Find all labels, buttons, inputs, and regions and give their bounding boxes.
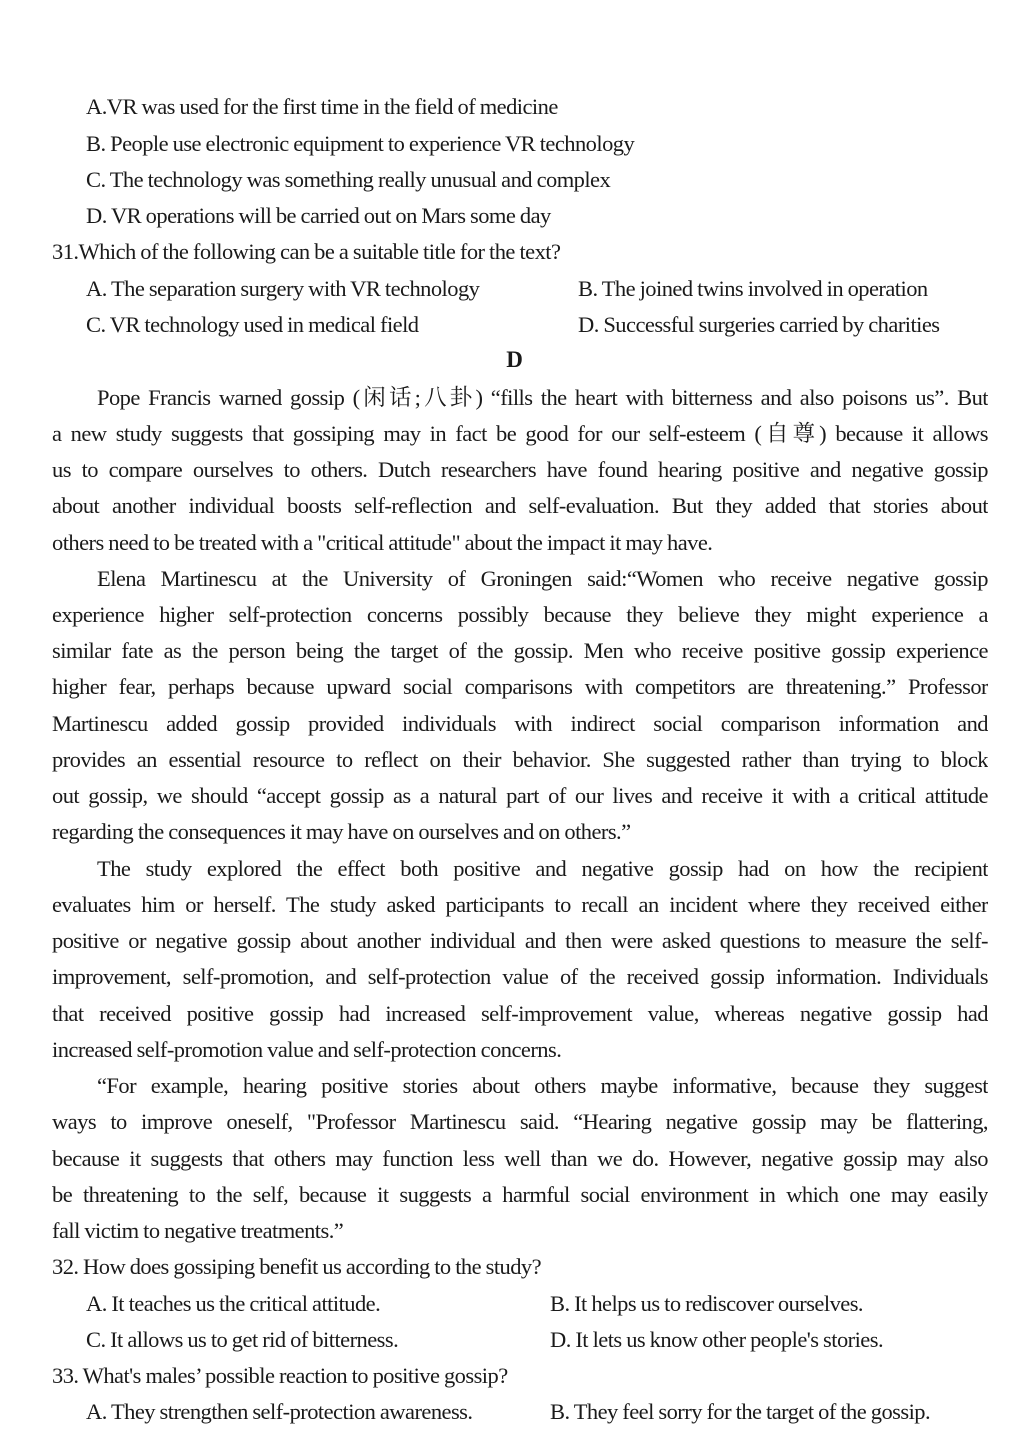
q32-option-d: D. It lets us know other people's stories. [550,1327,884,1352]
paragraph-2-line: out gossip, we should “accept gossip as a natural part of our lives and receive it with a critical attitude [52,783,988,808]
paragraph-3-line: that received positive gossip had increased self-improvement value, whereas negative gossip had [52,1001,988,1026]
paragraph-3-line: evaluates him or herself. The study asked participants to recall an incident where they received either [52,892,988,917]
q32-option-b: B. It helps us to rediscover ourselves. [550,1291,863,1316]
q30-option-c: C. The technology was something really unusual and complex [86,167,611,192]
q31-option-b: B. The joined twins involved in operation [578,276,928,301]
q30-option-d: D. VR operations will be carried out on Mars some day [86,203,551,228]
q32-option-a: A. It teaches us the critical attitude. [86,1291,381,1316]
paragraph-4-line: “For example, hearing positive stories about others maybe informative, because they suggest [97,1073,988,1098]
paragraph-1-line: us to compare ourselves to others. Dutch researchers have found hearing positive and negative gossip [52,457,988,482]
q33-option-a: A. They strengthen self-protection awareness. [86,1399,473,1424]
q30-option-a: A.VR was used for the first time in the field of medicine [86,94,558,119]
paragraph-4-line: be threatening to the self, because it suggests a harmful social environment in which one may easily [52,1182,988,1207]
q31-option-a: A. The separation surgery with VR technology [86,276,480,301]
paragraph-4-line: ways to improve oneself, "Professor Martinescu said. “Hearing negative gossip may be flattering, [52,1109,988,1134]
q32-option-c: C. It allows us to get rid of bitterness. [86,1327,399,1352]
q31-option-d: D. Successful surgeries carried by charities [578,312,940,337]
paragraph-3-line: increased self-promotion value and self-protection concerns. [52,1037,562,1062]
paragraph-3-line: improvement, self-promotion, and self-protection value of the received gossip information. Individuals [52,964,988,989]
q30-option-b: B. People use electronic equipment to experience VR technology [86,131,635,156]
paragraph-2-line: experience higher self-protection concerns possibly because they believe they might experience a [52,602,988,627]
paragraph-1-line: a new study suggests that gossiping may in fact be good for our self-esteem (自尊) because it allows [52,421,988,446]
q31-question: 31.Which of the following can be a suitable title for the text? [52,239,561,264]
paragraph-2-line: similar fate as the person being the target of the gossip. Men who receive positive gossip experience [52,638,988,663]
q31-option-c: C. VR technology used in medical field [86,312,419,337]
q33-question: 33. What's males’ possible reaction to positive gossip? [52,1363,508,1388]
passage-title: D [506,347,523,372]
paragraph-4-line: because it suggests that others may function less well than we do. However, negative gossip may also [52,1146,988,1171]
paragraph-1-line: Pope Francis warned gossip (闲话;八卦) “fills the heart with bitterness and also poisons us”. But [97,385,988,410]
q32-question: 32. How does gossiping benefit us according to the study? [52,1254,542,1279]
paragraph-1-line: about another individual boosts self-reflection and self-evaluation. But they added that stories about [52,493,988,518]
paragraph-2-line: Elena Martinescu at the University of Groningen said:“Women who receive negative gossip [97,566,988,591]
paragraph-2-line: provides an essential resource to reflect on their behavior. She suggested rather than trying to block [52,747,988,772]
q33-option-b: B. They feel sorry for the target of the gossip. [550,1399,931,1424]
paragraph-1-line: others need to be treated with a "critical attitude" about the impact it may have. [52,530,713,555]
paragraph-2-line: Martinescu added gossip provided individuals with indirect social comparison information and [52,711,988,736]
paragraph-2-line: higher fear, perhaps because upward social comparisons with competitors are threatening.” Professor [52,674,988,699]
paragraph-3-line: The study explored the effect both positive and negative gossip had on how the recipient [97,856,988,881]
paragraph-4-line: fall victim to negative treatments.” [52,1218,344,1243]
paragraph-3-line: positive or negative gossip about another individual and then were asked questions to measure the self- [52,928,988,953]
paragraph-2-line: regarding the consequences it may have on ourselves and on others.” [52,819,631,844]
